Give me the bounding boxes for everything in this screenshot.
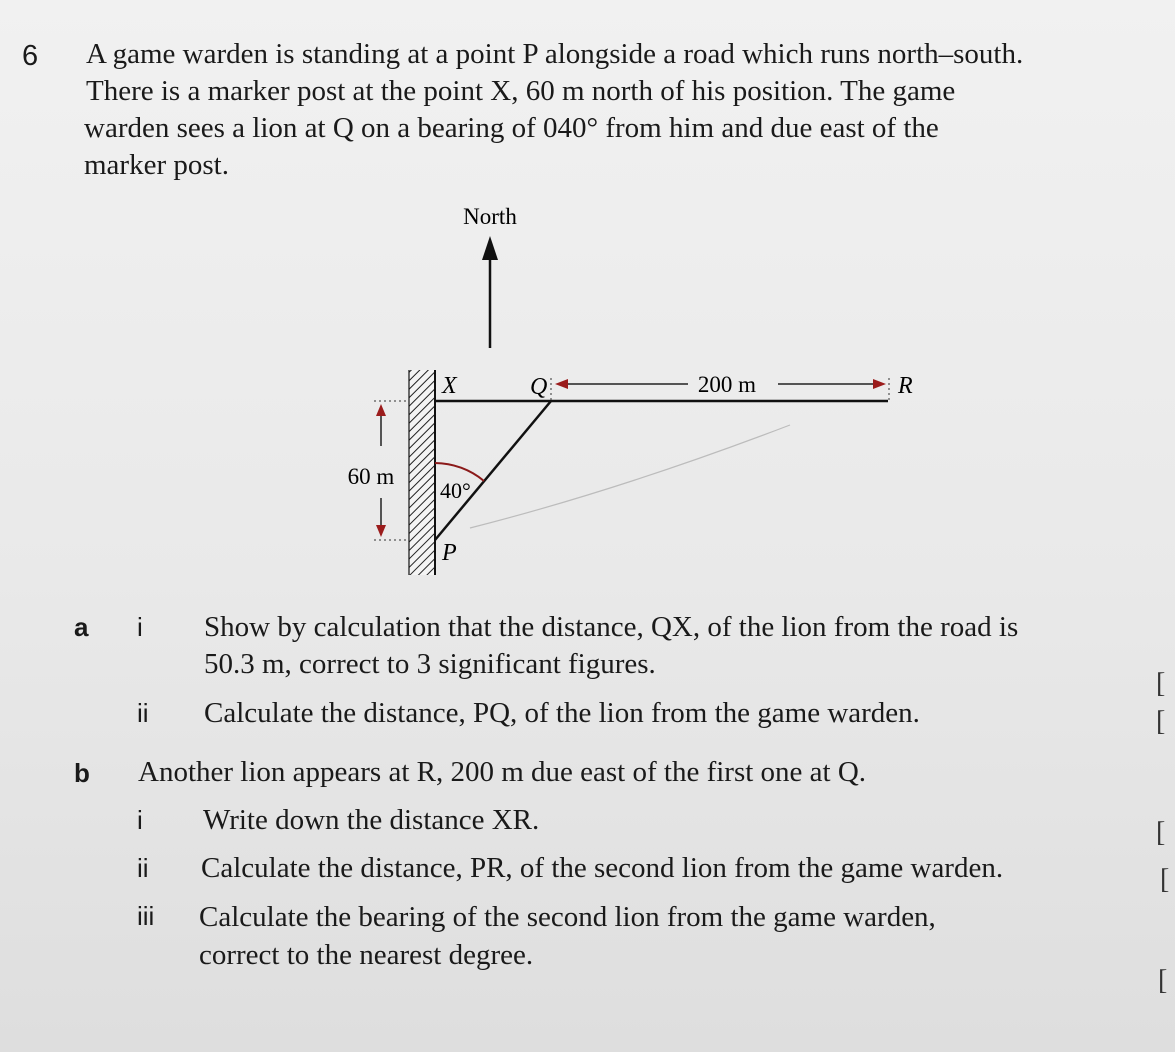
part-a-i-line-1: Show by calculation that the distance, QX, of the lion from the road is bbox=[204, 611, 1019, 643]
label-60m: 60 m bbox=[347, 464, 395, 489]
label-x: X bbox=[442, 373, 457, 399]
north-label: North bbox=[463, 204, 517, 229]
part-b-iii-line-1: Calculate the bearing of the second lion from the game warden, bbox=[199, 901, 936, 933]
dim-60-arrowhead-top-icon bbox=[376, 404, 386, 416]
part-a-letter: a bbox=[74, 612, 89, 642]
intro-line-2: There is a marker post at the point X, 60 m north of his position. The game bbox=[86, 75, 956, 107]
dim-200-arrowhead-left-icon bbox=[555, 379, 568, 389]
part-b-i-line-1: Write down the distance XR. bbox=[203, 804, 540, 836]
road-hatching bbox=[409, 370, 435, 575]
part-a-ii-numeral: ii bbox=[137, 698, 149, 728]
line-pq bbox=[435, 401, 551, 540]
part-b-line-1: Another lion appears at R, 200 m due east of the first one at Q. bbox=[138, 756, 867, 788]
mark-bracket-b-ii: [ bbox=[1160, 864, 1170, 895]
part-b-ii-line-1: Calculate the distance, PR, of the second lion from the game warden. bbox=[201, 852, 1004, 884]
part-b-iii-line-2: correct to the nearest degree. bbox=[199, 939, 534, 971]
intro-line-4: marker post. bbox=[84, 149, 229, 181]
part-a-ii-line-1: Calculate the distance, PQ, of the lion from the game warden. bbox=[204, 697, 920, 729]
intro-line-3: warden sees a lion at Q on a bearing of 040° from him and due east of the bbox=[84, 112, 939, 144]
mark-bracket-b-i: [ bbox=[1156, 817, 1166, 848]
mark-bracket-a-ii: [ bbox=[1156, 706, 1166, 737]
dim-60-arrowhead-bottom-icon bbox=[376, 525, 386, 537]
north-arrow-head-icon bbox=[482, 236, 498, 260]
label-p: P bbox=[442, 540, 457, 566]
label-q: Q bbox=[530, 374, 548, 400]
dim-200-arrowhead-right-icon bbox=[873, 379, 886, 389]
label-r: R bbox=[898, 373, 913, 399]
part-b-ii-numeral: ii bbox=[137, 853, 149, 883]
question-number: 6 bbox=[22, 40, 39, 72]
label-angle: 40° bbox=[440, 478, 471, 503]
intro-line-1: A game warden is standing at a point P alongside a road which runs north–south. bbox=[86, 38, 1024, 70]
mark-bracket-b-iii: [ bbox=[1158, 965, 1168, 996]
part-a-i-numeral: i bbox=[137, 612, 143, 642]
part-a-i-line-2: 50.3 m, correct to 3 significant figures. bbox=[204, 648, 656, 680]
label-200m: 200 m bbox=[697, 372, 757, 397]
part-b-iii-numeral: iii bbox=[137, 901, 155, 931]
part-b-i-numeral: i bbox=[137, 805, 143, 835]
mark-bracket-a-i: [ bbox=[1156, 668, 1166, 699]
part-b-letter: b bbox=[74, 758, 90, 788]
